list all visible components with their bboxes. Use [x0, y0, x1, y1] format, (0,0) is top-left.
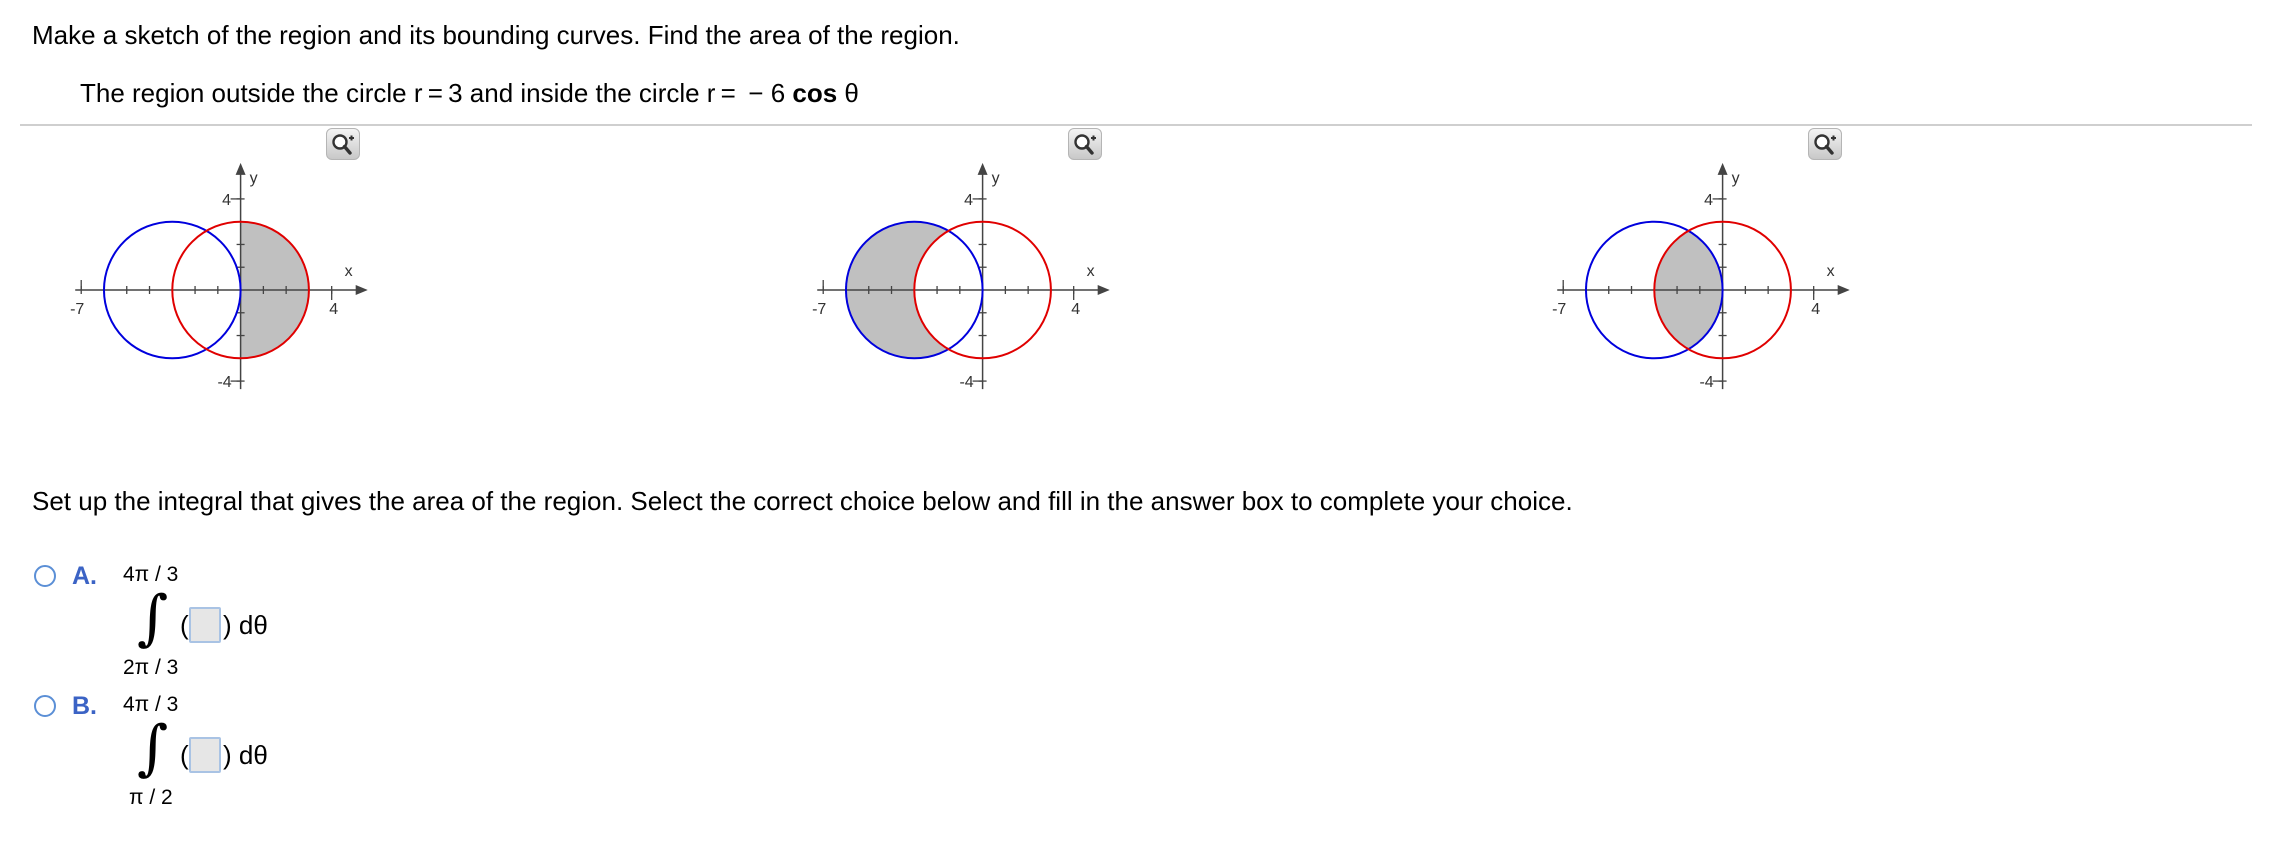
integral-sign-icon: ∫ [137, 713, 169, 783]
y-axis-label: y [1731, 169, 1740, 187]
region-description [80, 80, 859, 106]
region-text: The region outside the circle r = 3 and inside the circle r = − 6 [80, 78, 793, 108]
y-max-label: 4 [222, 191, 232, 209]
choice-a-lower-limit: 2π / 3 [123, 656, 179, 679]
magnifier-icon [327, 129, 359, 159]
x-axis-label: x [1826, 263, 1835, 280]
choice-a-answer-box[interactable] [189, 607, 221, 643]
y-max-label: 4 [1704, 191, 1714, 209]
choice-b-open-paren: ( [180, 740, 189, 770]
y-min-label: -4 [959, 374, 974, 392]
y-min-label: -4 [1699, 374, 1714, 392]
x-max-label: 4 [329, 301, 339, 318]
x-axis-label: x [344, 263, 353, 280]
y-axis-label: y [991, 169, 1000, 187]
choice-a-radio[interactable] [34, 565, 56, 587]
magnifier-icon [1809, 129, 1841, 159]
x-max-label: 4 [1071, 301, 1081, 318]
choice-b-differential: ) dθ [223, 740, 268, 770]
graph-option-3[interactable] [1550, 128, 1850, 408]
x-min-label: -7 [70, 301, 85, 318]
x-axis-label: x [1086, 263, 1095, 280]
x-min-label: -7 [1552, 301, 1567, 318]
choice-b-lower-limit: π / 2 [129, 786, 173, 809]
integral-sign-icon: ∫ [137, 583, 169, 653]
zoom-button[interactable] [1068, 128, 1102, 160]
zoom-button[interactable] [326, 128, 360, 160]
choice-b-label[interactable]: B. [72, 692, 97, 720]
choice-a-label[interactable]: A. [72, 562, 97, 590]
region-cos: cos [792, 78, 838, 108]
y-min-label: -4 [217, 374, 232, 392]
choice-b-upper-limit: 4π / 3 [123, 693, 179, 716]
choice-a-upper-limit: 4π / 3 [123, 563, 179, 586]
magnifier-icon [1069, 129, 1101, 159]
choice-a-open-paren: ( [180, 610, 189, 640]
y-axis-label: y [249, 169, 258, 187]
choice-b-radio[interactable] [34, 695, 56, 717]
x-max-label: 4 [1811, 301, 1821, 318]
choice-b-answer-box[interactable] [189, 737, 221, 773]
x-min-label: -7 [812, 301, 827, 318]
choice-a-differential: ) dθ [223, 610, 268, 640]
graph-option-2[interactable] [810, 128, 1110, 408]
instruction-text: Make a sketch of the region and its bounding curves. Find the area of the region. [32, 20, 960, 50]
graph-option-1[interactable] [68, 128, 368, 408]
y-max-label: 4 [964, 191, 974, 209]
zoom-button[interactable] [1808, 128, 1842, 160]
divider [20, 124, 2252, 126]
region-theta: θ [837, 78, 859, 108]
setup-prompt: Set up the integral that gives the area of the region. Select the correct choice below and fill in the answer box to complete your choice. [32, 486, 1573, 516]
